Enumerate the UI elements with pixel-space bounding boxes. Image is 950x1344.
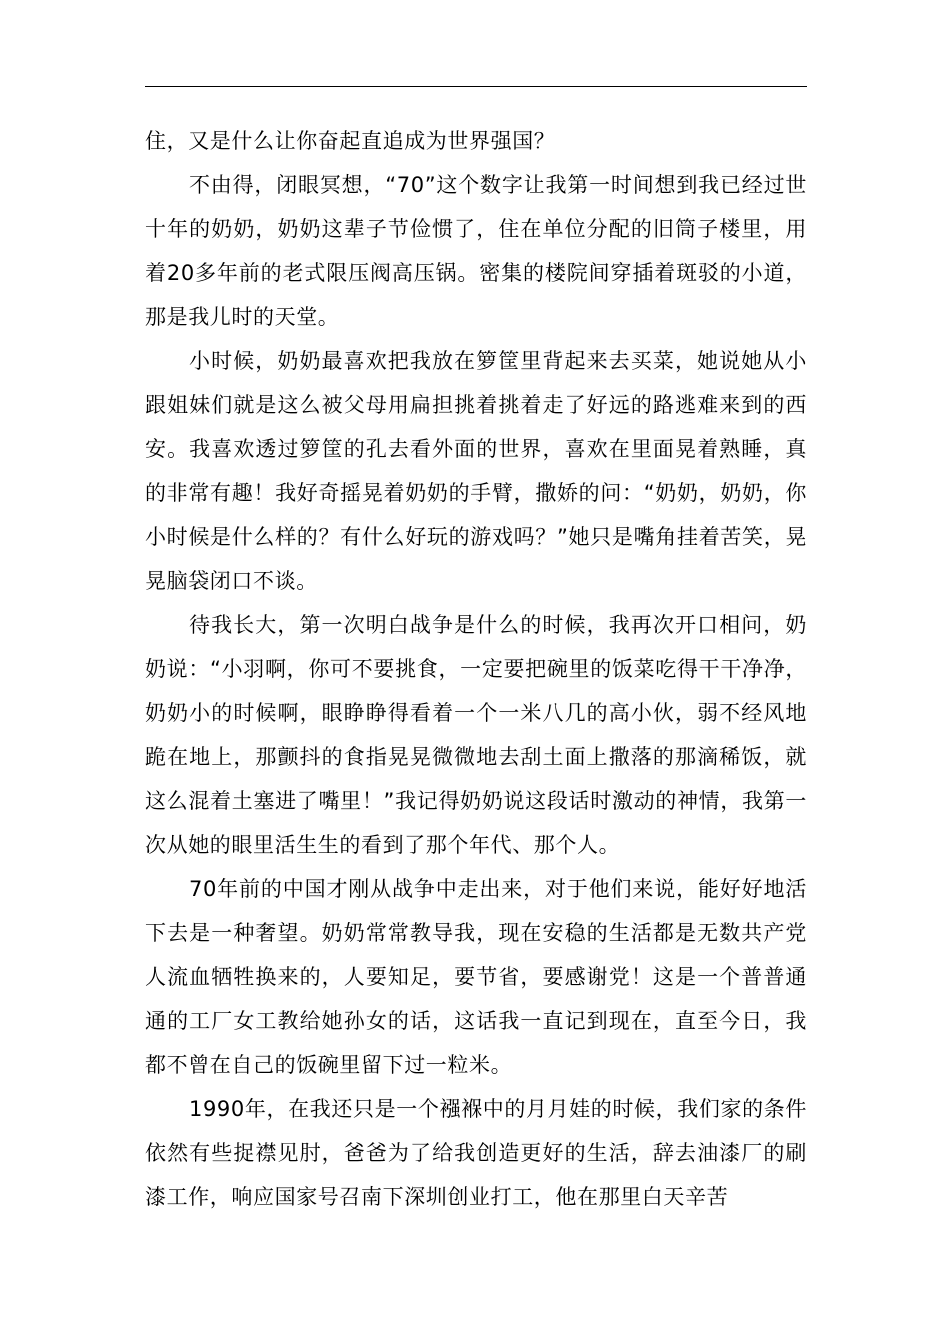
paragraph-1: 住，又是什么让你奋起直追成为世界强国？ xyxy=(145,129,556,153)
paragraph-3: 小时候，奶奶最喜欢把我放在箩筐里背起来去买菜，她说她从小跟姐妹们就是这么被父母用扁担挑着挑着走了好远的路逃难来到的西安。我喜欢透过箩筐的孔去看外面的世界，喜欢在里面晃着熟睡，真的非常有趣！我好奇摇晃着奶奶的手臂，撒娇的问：“奶奶，奶奶，你小时候是什么样的？有什么好玩的游戏吗？”她只是嘴角挂着苦笑，晃晃脑袋闭口不谈。 xyxy=(145,349,807,593)
document-body xyxy=(145,119,807,1219)
paragraph-2: 不由得，闭眼冥想，“70”这个数字让我第一时间想到我已经过世十年的奶奶，奶奶这辈子节俭惯了，住在单位分配的旧筒子楼里，用着20多年前的老式限压阀高压锅。密集的楼院间穿插着斑驳的小道，那是我儿时的天堂。 xyxy=(145,173,807,329)
paragraph-4: 待我长大，第一次明白战争是什么的时候，我再次开口相问，奶奶说：“小羽啊，你可不要挑食，一定要把碗里的饭菜吃得干干净净，奶奶小的时候啊，眼睁睁得看着一个一米八几的高小伙，弱不经风地跪在地上，那颤抖的食指晃晃微微地去刮土面上撒落的那滴稀饭，就这么混着土塞进了嘴里！”我记得奶奶说这段话时激动的神情，我第一次从她的眼里活生生的看到了那个年代、那个人。 xyxy=(145,613,807,857)
header-rule xyxy=(145,86,807,87)
paragraph-6: 1990年，在我还只是一个襁褓中的月月娃的时候，我们家的条件依然有些捉襟见肘，爸爸为了给我创造更好的生活，辞去油漆厂的刷漆工作，响应国家号召南下深圳创业打工，他在那里白天辛苦 xyxy=(145,1097,807,1209)
paragraph-5: 70年前的中国才刚从战争中走出来，对于他们来说，能好好地活下去是一种奢望。奶奶常常教导我，现在安稳的生活都是无数共产党人流血牺牲换来的，人要知足，要节省，要感谢党！这是一个普普通通的工厂女工教给她孙女的话，这话我一直记到现在，直至今日，我都不曾在自己的饭碗里留下过一粒米。 xyxy=(145,877,807,1077)
